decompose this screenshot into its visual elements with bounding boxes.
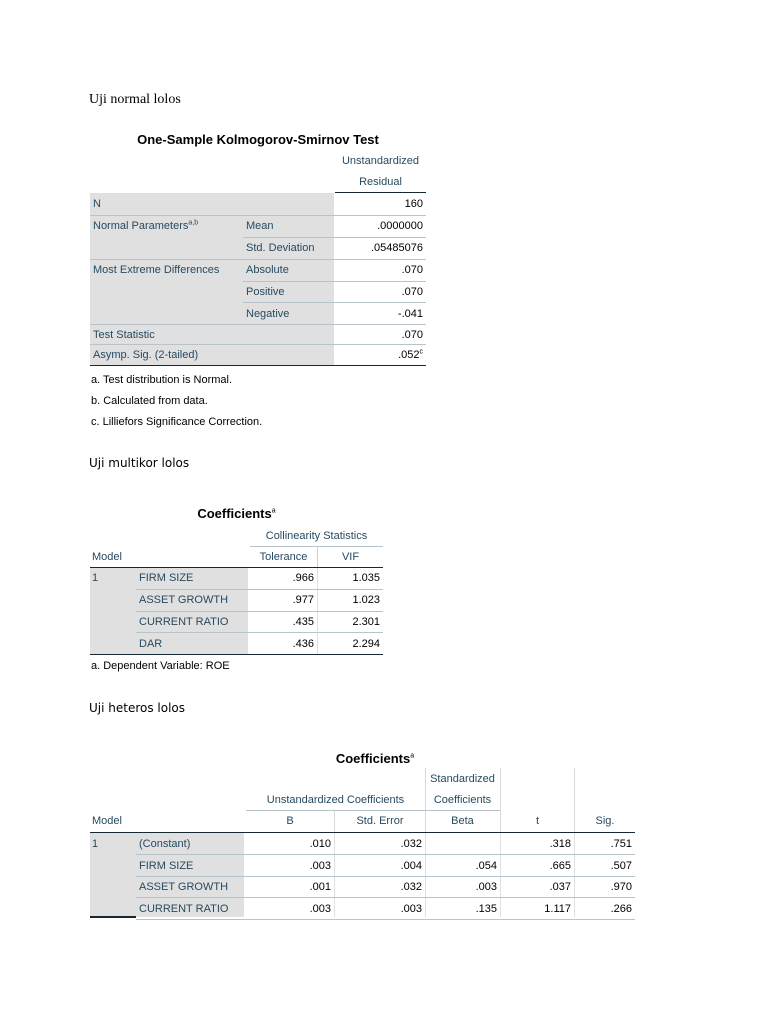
- coef2-model-number: 1: [92, 838, 99, 850]
- coef2-b-value: .010: [309, 838, 331, 850]
- ks-bottom-rule: [90, 365, 426, 366]
- coef2-beta-value: .135: [475, 903, 497, 915]
- coef2-t-header: t: [535, 815, 540, 827]
- ks-absolute-label: Absolute: [246, 264, 289, 276]
- coef1-row-label: FIRM SIZE: [139, 572, 194, 584]
- coef2-std-header-2: Coefficients: [433, 794, 492, 806]
- coef2-sig-header: Sig.: [595, 815, 615, 827]
- coef2-b-value: .003: [309, 860, 331, 872]
- coef2-unstd-header: Unstandardized Coefficients: [266, 794, 405, 806]
- coef2-beta-value: .054: [475, 860, 497, 872]
- coef1-tolerance-value: .435: [292, 616, 314, 628]
- coef2-t-value: .665: [549, 860, 571, 872]
- coef2-se-value: .003: [400, 903, 422, 915]
- ks-asymp-footnote-mark: c: [419, 348, 423, 356]
- coef2-b-header: B: [286, 815, 294, 827]
- ks-mean-label: Mean: [246, 220, 274, 232]
- ks-footnote-b: b. Calculated from data.: [91, 395, 208, 407]
- ks-col-header-1: Unstandardized: [341, 155, 420, 167]
- coef1-bottom-rule: [90, 654, 383, 655]
- coef2-se-value: .032: [400, 881, 422, 893]
- coef2-t-value: .037: [549, 881, 571, 893]
- ks-normal-params-label: Normal Parameters$^{a,b}$: [93, 219, 199, 232]
- coef2-row-label: FIRM SIZE: [139, 860, 194, 872]
- coef2-row-label: ASSET GROWTH: [139, 881, 229, 893]
- coef2-beta-header: Beta: [451, 815, 474, 827]
- coef1-row-label: CURRENT RATIO: [139, 616, 229, 628]
- section-heading-normality: Uji normal lolos: [89, 92, 181, 107]
- coef1-tolerance-header: Tolerance: [259, 551, 308, 563]
- coef1-header-divider: [317, 546, 318, 568]
- ks-n-value: 160: [404, 198, 423, 210]
- coef1-vif-value: 1.023: [352, 594, 380, 606]
- coef1-row-label: ASSET GROWTH: [139, 594, 229, 606]
- section-heading-multicollinearity: Uji multikor lolos: [89, 456, 190, 470]
- coef2-title: Coefficients$^a$: [335, 751, 415, 766]
- ks-negative-label: Negative: [246, 308, 290, 320]
- coef1-tolerance-value: .436: [292, 638, 314, 650]
- coef1-vif-value: 2.301: [352, 616, 380, 628]
- coef2-b-value: .001: [309, 881, 331, 893]
- coef2-beta-value: .003: [475, 881, 497, 893]
- coef2-beta-value: [425, 833, 500, 855]
- coef2-bottom-rule: [90, 916, 136, 918]
- coef2-sig-value: .266: [610, 903, 632, 915]
- ks-table-title: One-Sample Kolmogorov-Smirnov Test: [137, 132, 379, 147]
- coef2-std-header-1: Standardized: [430, 773, 495, 785]
- coef1-vif-value: 1.035: [352, 572, 380, 584]
- coef1-model-header: Model: [92, 551, 122, 563]
- ks-footnote-a: a. Test distribution is Normal.: [91, 374, 233, 386]
- coef2-sig-value: .507: [610, 860, 632, 872]
- coef2-b-value: .003: [309, 903, 331, 915]
- coef1-tolerance-value: .966: [292, 572, 314, 584]
- coef2-se-value: .032: [400, 838, 422, 850]
- coef2-row-rule: [136, 919, 635, 920]
- coef1-tolerance-value: .977: [292, 594, 314, 606]
- ks-mean-value: .0000000: [377, 220, 423, 232]
- coef1-footnote: a. Dependent Variable: ROE: [91, 660, 230, 672]
- ks-asymp-sig-value: .052$^c$: [398, 348, 423, 361]
- section-heading-heteroscedasticity: Uji heteros lolos: [89, 701, 186, 715]
- coef2-se-header: Std. Error: [356, 815, 404, 827]
- ks-col-header-2: Residual: [359, 176, 402, 188]
- coef2-sig-value: .970: [610, 881, 632, 893]
- coef2-t-value: .318: [549, 838, 571, 850]
- ks-asymp-sig-label: Asymp. Sig. (2-tailed): [93, 349, 199, 361]
- coef2-sig-value: .751: [610, 838, 632, 850]
- coef2-row-label: CURRENT RATIO: [139, 903, 229, 915]
- coef1-title-footnote-mark: a: [271, 507, 276, 515]
- coef1-row-label: DAR: [139, 638, 163, 650]
- coef1-vif-header: VIF: [341, 551, 360, 563]
- coef1-group-header: Collinearity Statistics: [265, 530, 368, 542]
- ks-positive-value: .070: [401, 286, 423, 298]
- coef2-t-value: 1.117: [544, 903, 571, 915]
- ks-footnote-c: c. Lilliefors Significance Correction.: [91, 416, 263, 428]
- coef2-se-value: .004: [400, 860, 422, 872]
- ks-test-statistic-label: Test Statistic: [93, 329, 155, 341]
- coef1-model-number: 1: [92, 572, 99, 584]
- ks-sd-value: .05485076: [371, 242, 423, 254]
- ks-normal-params-footnote-mark: a,b: [188, 219, 199, 227]
- ks-absolute-value: .070: [401, 264, 423, 276]
- ks-positive-label: Positive: [246, 286, 285, 298]
- ks-sd-label: Std. Deviation: [246, 242, 315, 254]
- ks-test-statistic-value: .070: [401, 329, 423, 341]
- coef1-title: Coefficients$^a$: [197, 506, 276, 521]
- coef2-title-footnote-mark: a: [410, 752, 415, 760]
- ks-n-label: N: [93, 198, 101, 210]
- ks-med-label: Most Extreme Differences: [93, 264, 220, 276]
- coef2-row-label: (Constant): [139, 838, 191, 850]
- ks-negative-value: -.041: [397, 308, 423, 320]
- coef1-vif-value: 2.294: [352, 638, 380, 650]
- coef2-model-header: Model: [92, 815, 122, 827]
